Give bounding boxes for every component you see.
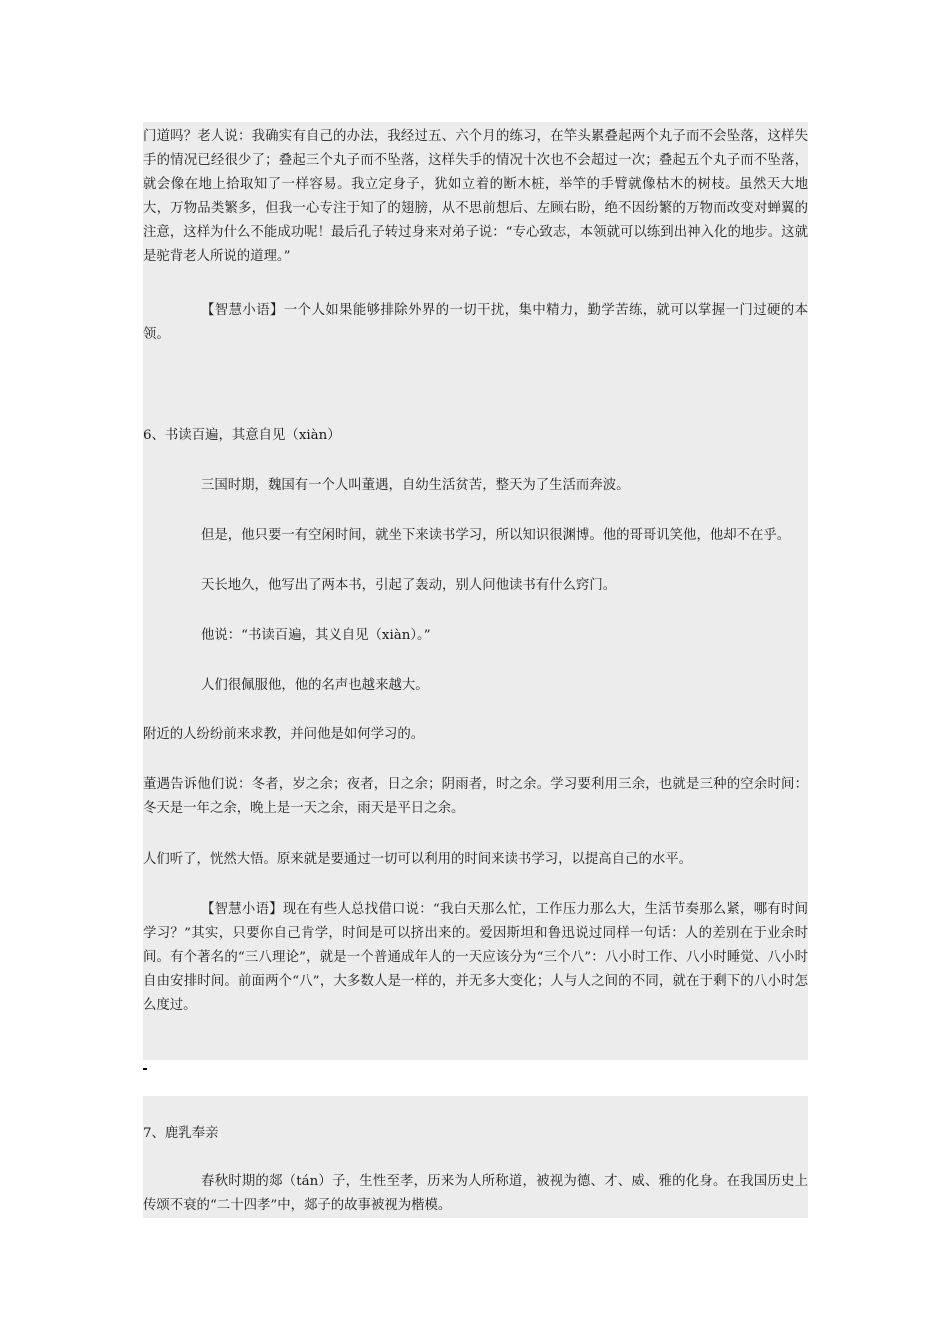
stray-mark: [143, 1068, 147, 1070]
story6-paragraph-2: 但是，他只要一有空闲时间，就坐下来读书学习，所以知识很渊博。他的哥哥讥笑他，他却不在乎。: [201, 528, 791, 543]
story6-paragraph-5: 人们很佩服他，他的名声也越来越大。: [201, 678, 429, 693]
story7-paragraph-1: 春秋时期的郯（tán）子，生性至孝，历来为人所称道，被视为德、才、威、雅的化身。在我国历史上传颂不衰的“二十四孝”中，郯子的故事被视为楷模。: [143, 1174, 808, 1213]
story6-paragraph-3: 天长地久，他写出了两本书，引起了轰动，别人问他读书有什么窍门。: [201, 578, 617, 593]
story7-title: 7、鹿乳奉亲: [143, 1126, 219, 1141]
story6-paragraph-6: 附近的人纷纷前来求教，并问他是如何学习的。: [143, 727, 425, 742]
story6-paragraph-1: 三国时期，魏国有一个人叫董遇，自幼生活贫苦，整天为了生活而奔波。: [201, 478, 630, 493]
story6-paragraph-4: 他说：“书读百遍，其义自见（xiàn）。”: [201, 628, 431, 643]
story5-wisdom-paragraph: 【智慧小语】一个人如果能够排除外界的一切干扰，集中精力，勤学苦练，就可以掌握一门过硬的本领。: [143, 303, 808, 342]
story6-wisdom-paragraph: 【智慧小语】现在有些人总找借口说：“我白天那么忙，工作压力那么大，生活节奏那么紧，哪有时间学习？”其实，只要你自己肯学，时间是可以挤出来的。爱因斯坦和鲁迅说过同样一句话：人的差别在于业余时间。有个著名的“三八理论”，就是一个普通成年人的一天应该分为“三个八”：八小时工作、八小时睡觉、八小时自由安排时间。前面两个“八”，大多数人是一样的，并无多大变化；人与人之间的不同，就在于剩下的八小时怎么度过。: [143, 902, 808, 1013]
story6-paragraph-8: 人们听了，恍然大悟。原来就是要通过一切可以利用的时间来读书学习，以提高自己的水平。: [143, 852, 693, 867]
story6-title: 6、书读百遍，其意自见（xiàn）: [143, 428, 341, 443]
story6-paragraph-7: 董遇告诉他们说：冬者，岁之余；夜者，日之余；阴雨者，时之余。学习要利用三余，也就是三种的空余时间：冬天是一年之余，晚上是一天之余，雨天是平日之余。: [143, 777, 808, 816]
story5-continued-paragraph: 门道吗？老人说：我确实有自己的办法，我经过五、六个月的练习，在竿头累叠起两个丸子而不会坠落，这样失手的情况已经很少了；叠起三个丸子而不坠落，这样失手的情况十次也不会超过一次；叠起五个丸子而不坠落，就会像在地上拾取知了一样容易。我立定身子，犹如立着的断木桩，举竿的手臂就像枯木的树枝。虽然天大地大，万物品类繁多，但我一心专注于知了的翅膀，从不思前想后、左顾右盼，绝不因纷繁的万物而改变对蝉翼的注意，这样为什么不能成功呢！最后孔子转过身来对弟子说：“专心致志，本领就可以练到出神入化的地步。这就是驼背老人所说的道理。”: [143, 129, 808, 264]
